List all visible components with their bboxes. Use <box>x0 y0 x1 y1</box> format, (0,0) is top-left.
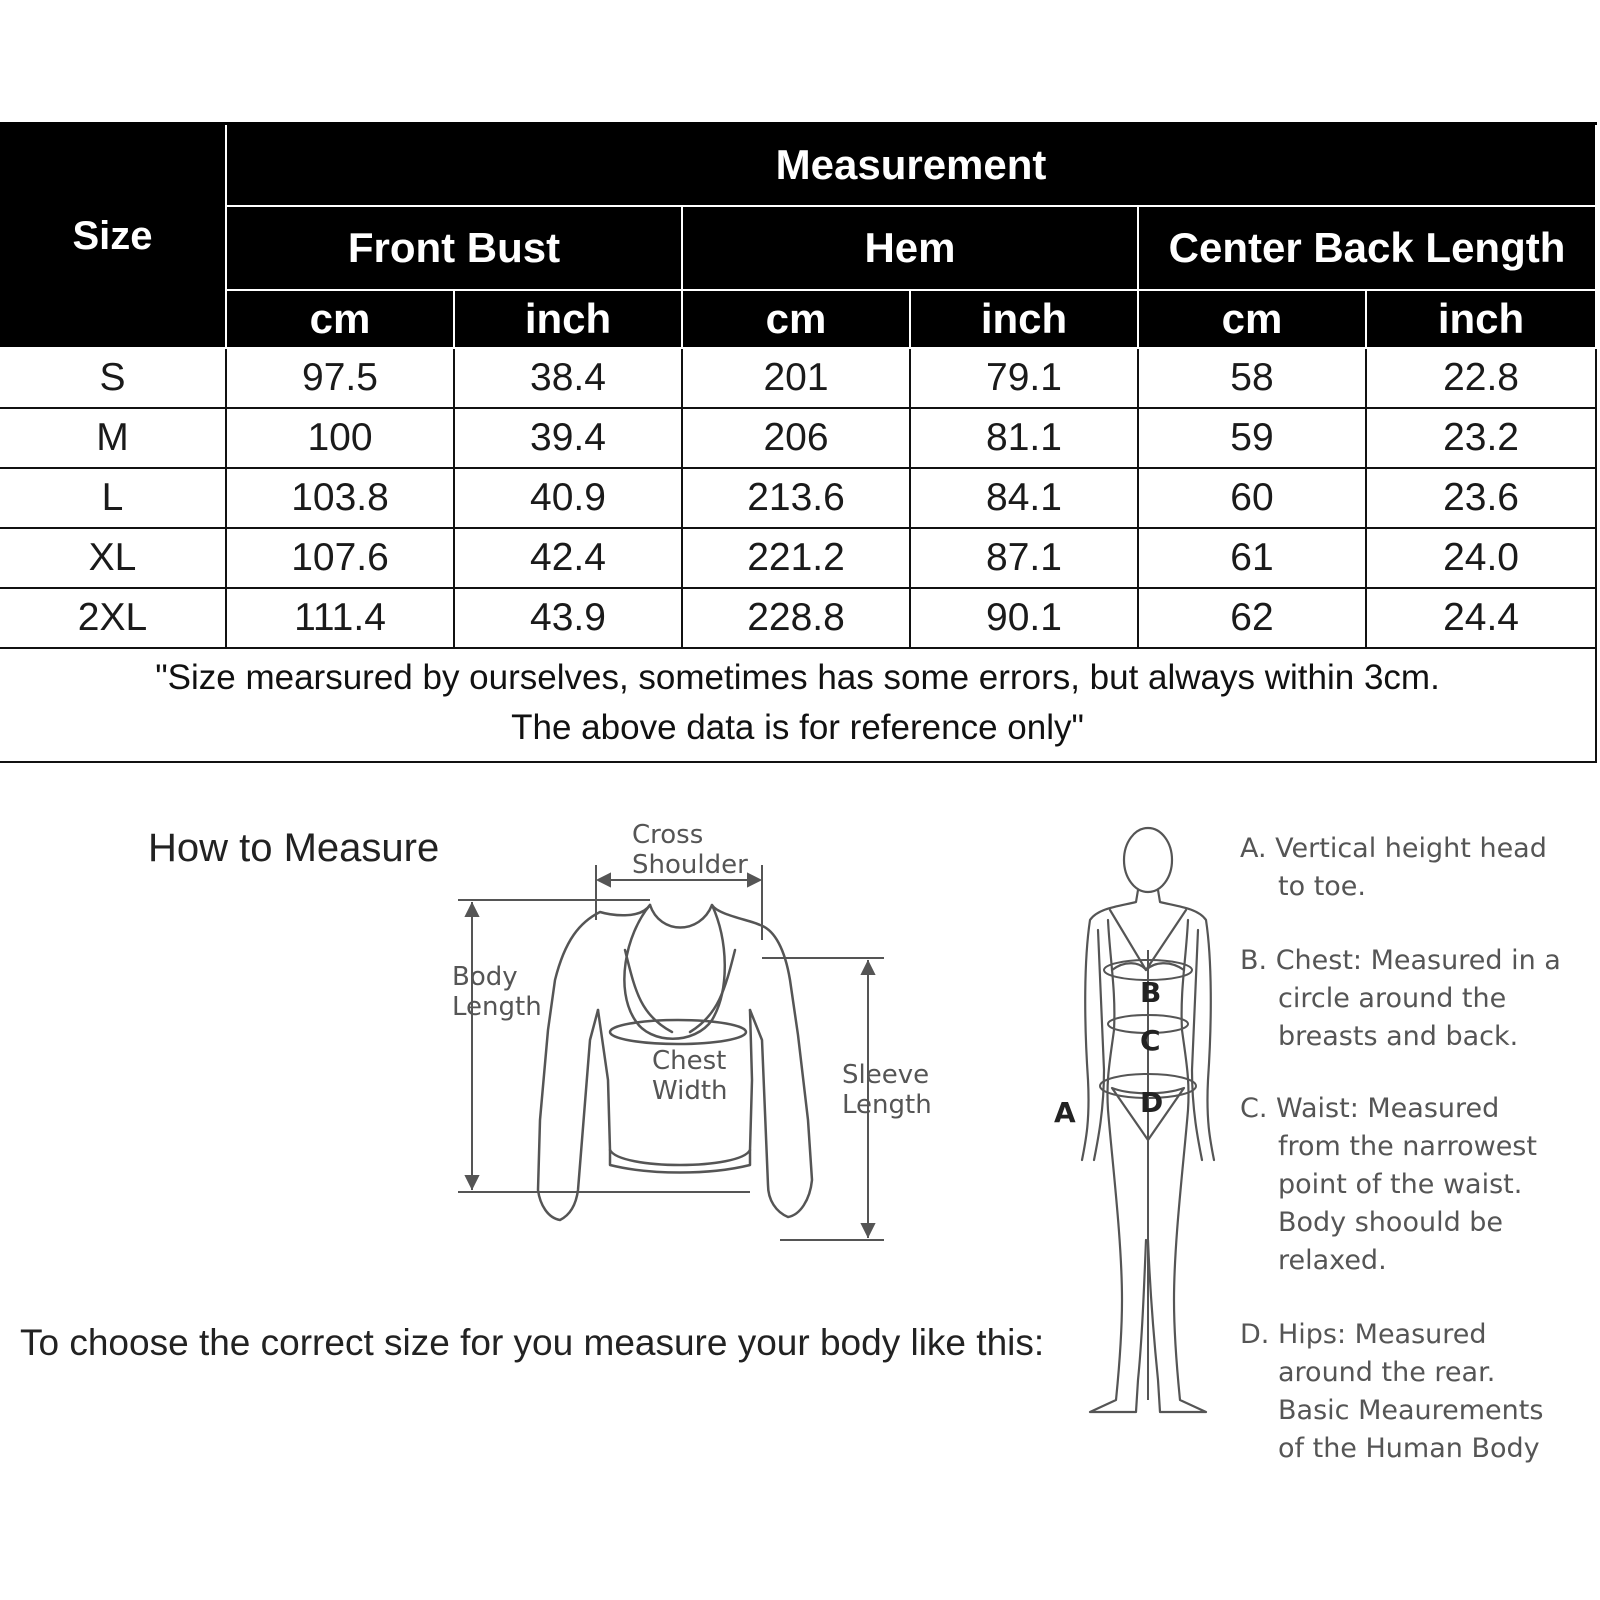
table-cell: 100 <box>226 408 454 468</box>
table-row <box>0 588 1596 648</box>
table-cell: 84.1 <box>910 468 1138 528</box>
table-cell: 24.4 <box>1366 588 1596 648</box>
table-cell: 43.9 <box>454 588 682 648</box>
unit-header: cm <box>226 290 454 348</box>
body-length-label: Body Length <box>452 962 542 1022</box>
size-chart-table <box>0 122 1597 763</box>
table-cell: 87.1 <box>910 528 1138 588</box>
table-row <box>0 408 1596 468</box>
table-cell: 42.4 <box>454 528 682 588</box>
size-cell: L <box>0 468 226 528</box>
measure-point-c: C <box>1140 1024 1161 1057</box>
size-cell: M <box>0 408 226 468</box>
table-cell: 107.6 <box>226 528 454 588</box>
size-cell: XL <box>0 528 226 588</box>
how-to-measure-title: How to Measure <box>148 826 440 870</box>
table-cell: 39.4 <box>454 408 682 468</box>
table-cell: 61 <box>1138 528 1366 588</box>
note-line: "Size mearsured by ourselves, sometimes has some errors, but always within 3cm. <box>155 658 1440 697</box>
unit-header: inch <box>1366 290 1596 348</box>
hem-header: Hem <box>682 206 1138 290</box>
unit-header: inch <box>454 290 682 348</box>
center-back-length-header: Center Back Length <box>1138 206 1596 290</box>
table-cell: 90.1 <box>910 588 1138 648</box>
table-row <box>0 528 1596 588</box>
size-cell: S <box>0 348 226 408</box>
cross-shoulder-label: Cross Shoulder <box>632 820 748 880</box>
body-measure-diagram <box>1050 820 1230 1440</box>
measurement-note <box>0 648 1596 762</box>
size-column-header: Size <box>0 124 226 349</box>
unit-header: cm <box>1138 290 1366 348</box>
table-cell: 228.8 <box>682 588 910 648</box>
measure-legend-a: A. Vertical height head to toe. <box>1240 833 1547 902</box>
table-cell: 22.8 <box>1366 348 1596 408</box>
measure-legend-c: C. Waist: Measured from the narrowest point of the waist. Body shoould be relaxed. <box>1240 1093 1537 1276</box>
table-cell: 38.4 <box>454 348 682 408</box>
table-row <box>0 468 1596 528</box>
unit-header: inch <box>910 290 1138 348</box>
table-cell: 206 <box>682 408 910 468</box>
table-cell: 59 <box>1138 408 1366 468</box>
table-cell: 24.0 <box>1366 528 1596 588</box>
front-bust-header: Front Bust <box>226 206 682 290</box>
table-cell: 62 <box>1138 588 1366 648</box>
table-cell: 58 <box>1138 348 1366 408</box>
table-cell: 201 <box>682 348 910 408</box>
measure-point-b: B <box>1140 976 1162 1009</box>
table-cell: 81.1 <box>910 408 1138 468</box>
unit-header: cm <box>682 290 910 348</box>
table-row <box>0 348 1596 408</box>
chest-width-label: Chest Width <box>652 1046 728 1106</box>
measure-legend-d: D. Hips: Measured around the rear. Basic Meaurements of the Human Body <box>1240 1319 1544 1464</box>
table-cell: 111.4 <box>226 588 454 648</box>
table-cell: 23.6 <box>1366 468 1596 528</box>
table-cell: 213.6 <box>682 468 910 528</box>
table-cell: 79.1 <box>910 348 1138 408</box>
measure-point-a: A <box>1054 1096 1076 1129</box>
measure-instruction: To choose the correct size for you measure your body like this: <box>20 1322 1045 1363</box>
table-cell: 60 <box>1138 468 1366 528</box>
table-cell: 40.9 <box>454 468 682 528</box>
table-cell: 103.8 <box>226 468 454 528</box>
measurement-header: Measurement <box>226 124 1596 207</box>
note-line: The above data is for reference only" <box>511 708 1084 747</box>
size-cell: 2XL <box>0 588 226 648</box>
sleeve-length-label: Sleeve Length <box>842 1060 932 1120</box>
table-cell: 23.2 <box>1366 408 1596 468</box>
measure-point-d: D <box>1140 1086 1164 1119</box>
table-cell: 221.2 <box>682 528 910 588</box>
table-cell: 97.5 <box>226 348 454 408</box>
measure-legend-b: B. Chest: Measured in a circle around the breasts and back. <box>1240 945 1561 1052</box>
